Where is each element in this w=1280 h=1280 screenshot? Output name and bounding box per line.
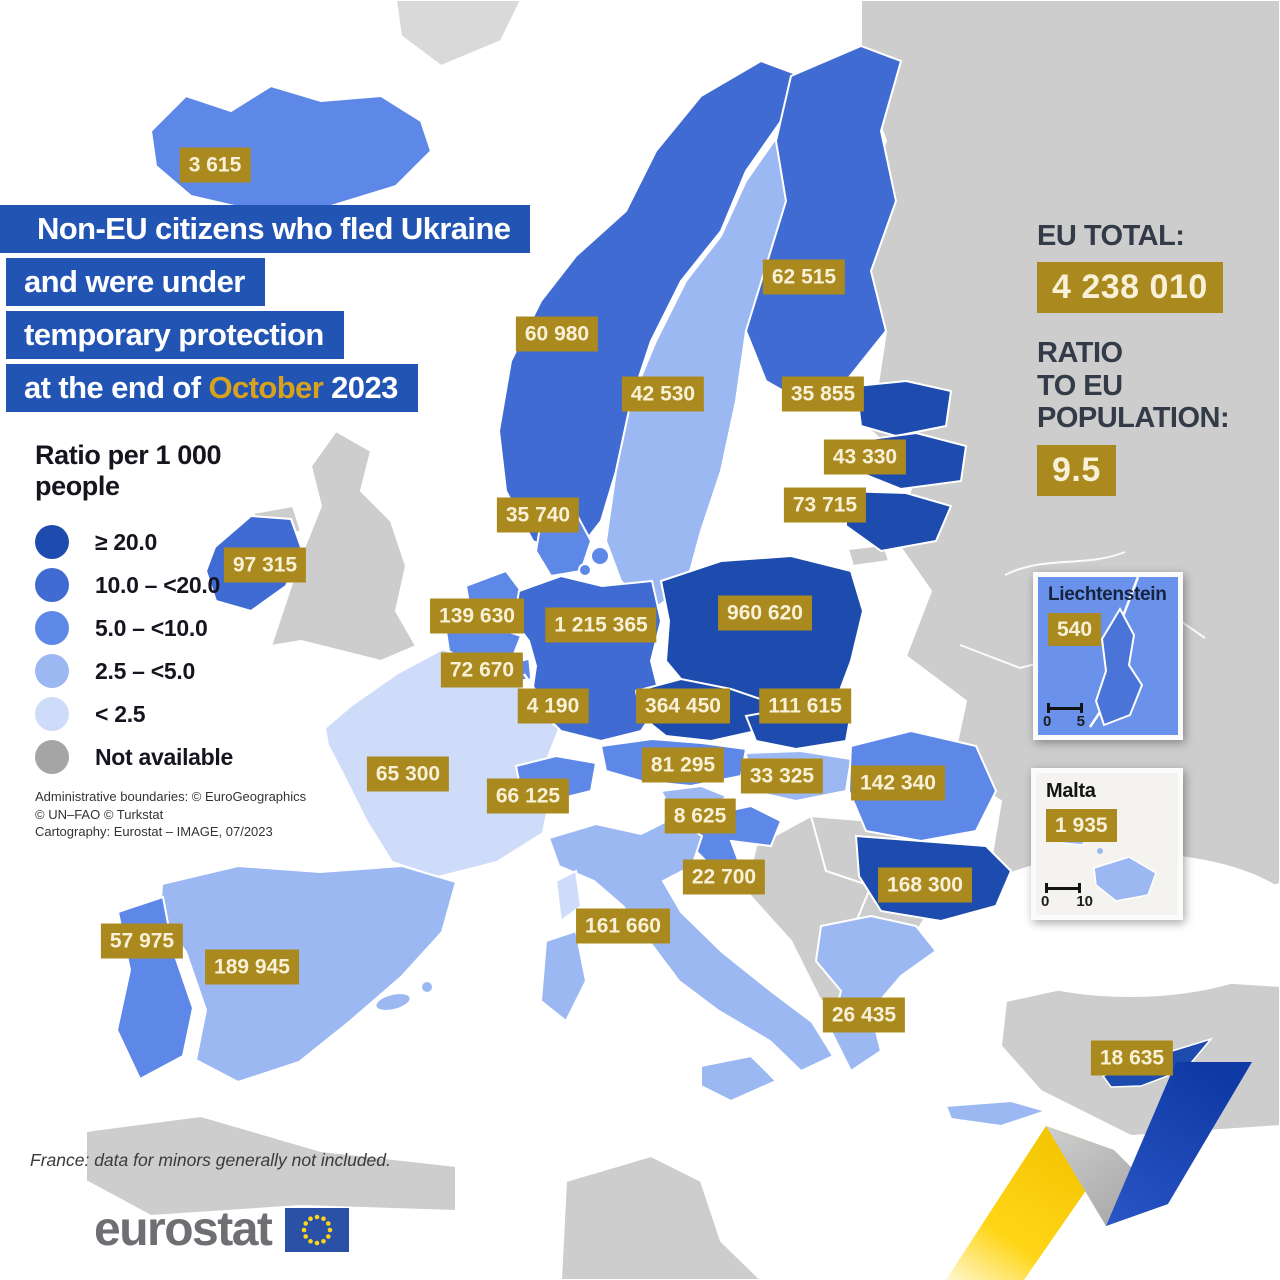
value-badge-romania: 142 340 [851, 766, 945, 801]
italy-island-sardinia [541, 931, 586, 1021]
denmark-island-zealand [591, 547, 609, 565]
title-line-1: Non-EU citizens who fled Ukraine [0, 205, 530, 253]
value-badge-hungary: 33 325 [741, 759, 823, 794]
malta-island-comino [1097, 848, 1103, 854]
value-badge-iceland: 3 615 [180, 148, 251, 183]
value-badge-lithuania: 73 715 [784, 488, 866, 523]
malta-scale-bar: 0 10 [1045, 883, 1093, 910]
malta-island-main [1094, 857, 1156, 901]
attribution-text: Administrative boundaries: © EuroGeographics © UN–FAO © Turkstat Cartography: Eurostat – IMAGE, 07/2023 [35, 789, 307, 840]
legend-label: < 2.5 [95, 700, 146, 727]
title-line-4: at the end of October 2023 [6, 364, 418, 412]
value-badge-slovakia: 111 615 [759, 689, 851, 724]
ratio-value: 9.5 [1037, 445, 1116, 496]
legend-color-swatch [35, 525, 69, 559]
legend-item [35, 693, 233, 736]
legend-color-swatch [35, 740, 69, 774]
legend-label: Not available [95, 743, 233, 770]
legend-item [35, 650, 233, 693]
country-liechtenstein [1096, 609, 1142, 725]
value-badge-malta: 1 935 [1046, 809, 1117, 842]
value-badge-finland: 62 515 [763, 260, 845, 295]
value-badge-cyprus: 18 635 [1091, 1041, 1173, 1076]
value-badge-poland: 960 620 [718, 596, 812, 631]
legend-color-swatch [35, 611, 69, 645]
legend-item [35, 564, 233, 607]
value-badge-netherlands: 139 630 [430, 599, 524, 634]
title-line-2: and were under [6, 258, 265, 306]
eu-flag-icon [285, 1208, 349, 1252]
region-greenland [396, 0, 521, 66]
legend-item [35, 736, 233, 779]
value-badge-ireland: 97 315 [224, 548, 306, 583]
legend-label: ≥ 20.0 [95, 528, 157, 555]
italy-island-sicily [701, 1056, 776, 1101]
eu-total-value: 4 238 010 [1037, 262, 1223, 313]
value-badge-italy: 161 660 [576, 909, 670, 944]
denmark-island-funen [579, 564, 591, 576]
value-badge-liechtenstein: 540 [1048, 613, 1101, 646]
eu-total-label: EU TOTAL: [1037, 220, 1185, 252]
value-badge-belgium: 72 670 [441, 653, 523, 688]
greece-island-crete [946, 1101, 1046, 1126]
value-badge-estonia: 35 855 [782, 377, 864, 412]
liechtenstein-scale-bar: 0 5 [1047, 703, 1085, 730]
value-badge-latvia: 43 330 [824, 440, 906, 475]
value-badge-switzerland: 66 125 [487, 779, 569, 814]
value-badge-croatia: 22 700 [683, 860, 765, 895]
liechtenstein-inset: Liechtenstein 540 0 5 [1033, 572, 1183, 740]
legend-color-swatch [35, 654, 69, 688]
value-badge-slovenia: 8 625 [665, 799, 736, 834]
france-footnote: France: data for minors generally not included. [30, 1150, 391, 1170]
value-badge-norway: 60 980 [516, 317, 598, 352]
value-badge-bulgaria: 168 300 [878, 868, 972, 903]
value-badge-france: 65 300 [367, 757, 449, 792]
legend-color-swatch [35, 697, 69, 731]
value-badge-luxembourg: 4 190 [518, 689, 589, 724]
value-badge-austria: 81 295 [642, 748, 724, 783]
spain-island-menorca [421, 981, 433, 993]
ratio-label: RATIO TO EU POPULATION: [1037, 337, 1230, 435]
region-north-africa-central [561, 1156, 761, 1280]
stats-panel [1037, 220, 1229, 520]
value-badge-czechia: 364 450 [636, 689, 730, 724]
value-badge-spain: 189 945 [205, 950, 299, 985]
eurostat-logo [94, 1203, 349, 1256]
value-badge-sweden: 42 530 [622, 377, 704, 412]
legend-label: 10.0 – <20.0 [95, 571, 220, 598]
legend-item [35, 607, 233, 650]
map-legend [35, 440, 233, 779]
eurostat-logo-text: eurostat [94, 1203, 272, 1256]
legend-items [35, 521, 233, 779]
legend-label: 5.0 – <10.0 [95, 614, 208, 641]
country-estonia [856, 381, 951, 436]
value-badge-germany: 1 215 365 [545, 608, 656, 643]
title-month-highlight: October [208, 370, 324, 405]
legend-color-swatch [35, 568, 69, 602]
legend-item [35, 521, 233, 564]
value-badge-denmark: 35 740 [497, 498, 579, 533]
malta-inset: Malta 1 935 0 10 [1031, 768, 1183, 920]
legend-label: 2.5 – <5.0 [95, 657, 195, 684]
value-badge-greece: 26 435 [823, 998, 905, 1033]
value-badge-portugal: 57 975 [101, 924, 183, 959]
legend-title: Ratio per 1 000 people [35, 440, 222, 502]
title-line-3: temporary protection [6, 311, 344, 359]
